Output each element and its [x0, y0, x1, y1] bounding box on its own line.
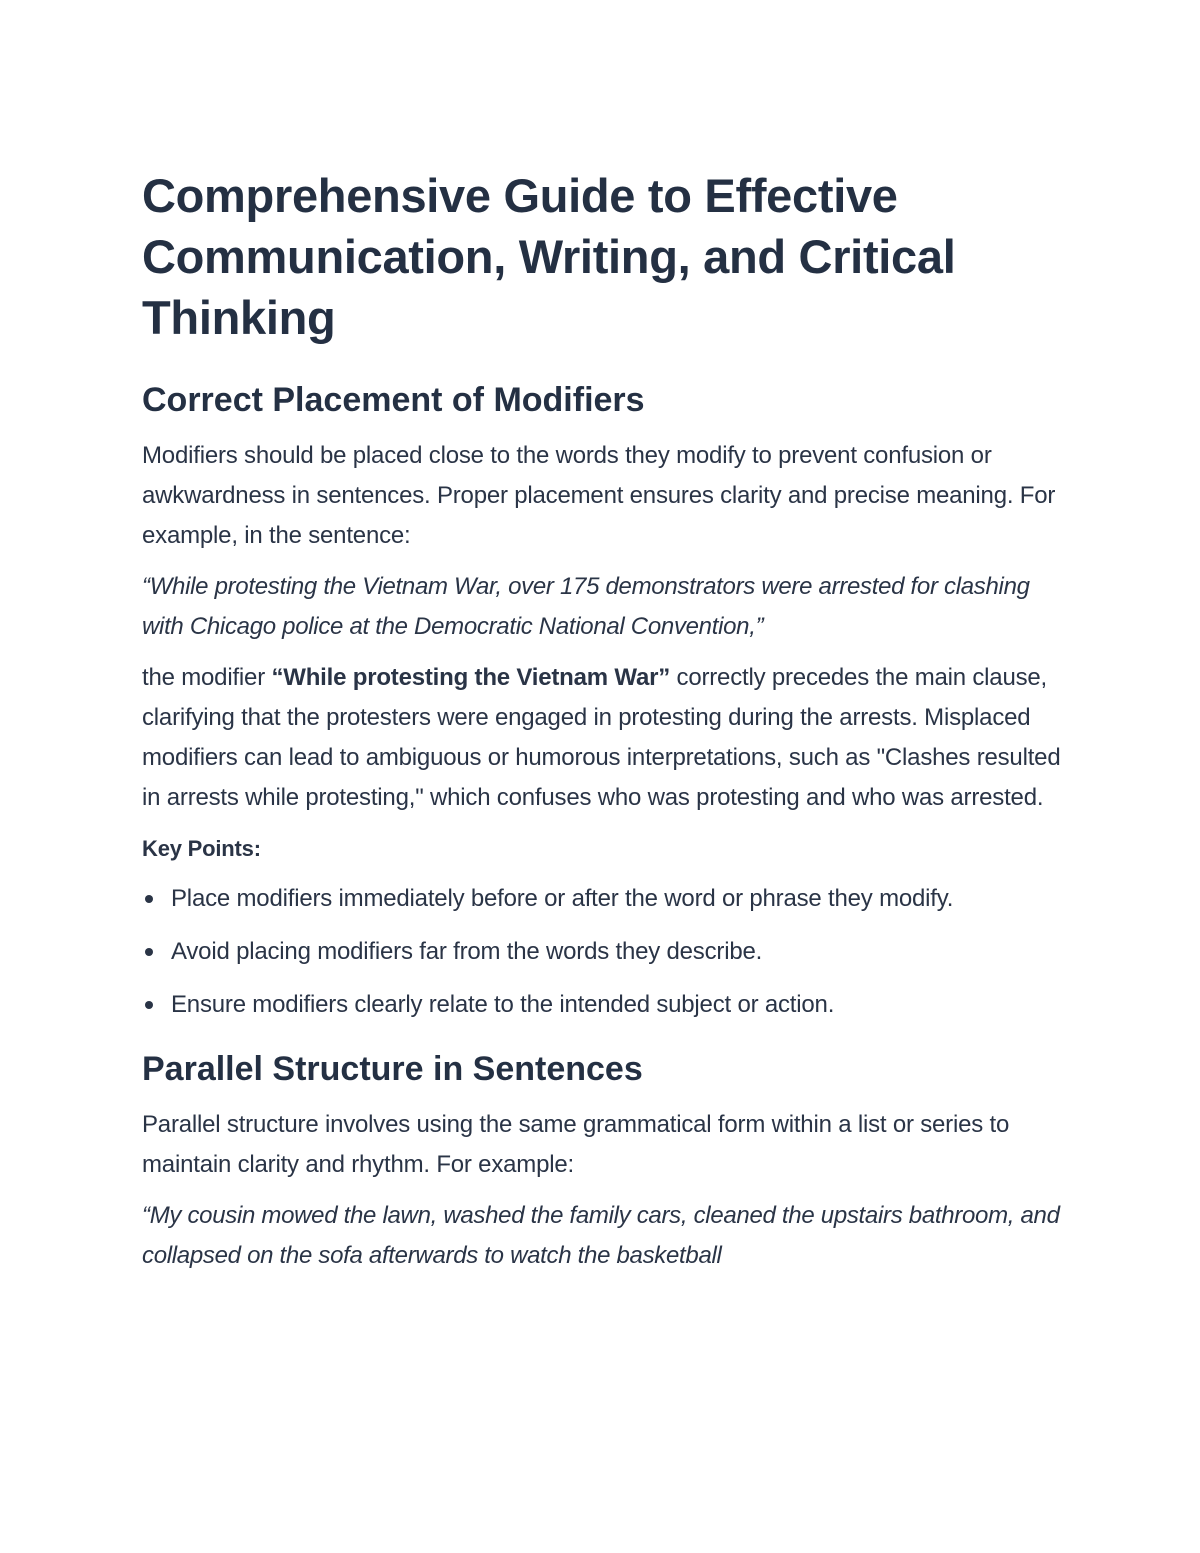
explanation-suffix: correctly precedes the main clause, clarifying that the protesters were engaged in protesting during the arrests. Misplaced modifiers can lead to ambiguous or humorous interpretations, such as "Clashes resulted in arrests while protesting," which confuses who was protesting and who was arrested.	[142, 664, 1061, 811]
section-parallel-structure	[142, 1047, 1062, 1276]
explanation-bold-phrase: “While protesting the Vietnam War”	[271, 664, 671, 691]
key-point-text: Avoid placing modifiers far from the words they describe.	[171, 938, 763, 965]
key-point-text: Place modifiers immediately before or after the word or phrase they modify.	[171, 885, 954, 912]
key-point-text: Ensure modifiers clearly relate to the intended subject or action.	[171, 991, 835, 1018]
explanation-prefix: the modifier	[142, 664, 272, 691]
key-point-item	[142, 879, 1062, 919]
key-points-list	[142, 879, 1062, 1025]
section-intro-paragraph: Modifiers should be placed close to the words they modify to prevent confusion or awkwardness in sentences. Proper placement ensures clarity and precise meaning. For example, in the sentence:	[142, 442, 1056, 549]
bullet-icon	[145, 895, 153, 903]
document-page	[142, 165, 1062, 1287]
example-quote: “While protesting the Vietnam War, over 175 demonstrators were arrested for clashing with Chicago police at the Democratic National Convention,”	[142, 573, 1030, 640]
document-title: Comprehensive Guide to Effective Communication, Writing, and Critical Thinking	[142, 169, 956, 344]
section-intro-paragraph: Parallel structure involves using the same grammatical form within a list or series to maintain clarity and rhythm. For example:	[142, 1111, 1010, 1178]
key-point-item	[142, 985, 1062, 1025]
section-heading: Parallel Structure in Sentences	[142, 1050, 643, 1088]
section-modifiers	[142, 378, 1062, 1025]
example-quote: “My cousin mowed the lawn, washed the family cars, cleaned the upstairs bathroom, and collapsed on the sofa afterwards to watch the basketball	[142, 1202, 1060, 1269]
bullet-icon	[145, 1001, 153, 1009]
key-points-label: Key Points:	[142, 836, 261, 861]
section-heading: Correct Placement of Modifiers	[142, 381, 645, 419]
key-point-item	[142, 932, 1062, 972]
bullet-icon	[145, 948, 153, 956]
explanation-paragraph	[142, 658, 1062, 818]
